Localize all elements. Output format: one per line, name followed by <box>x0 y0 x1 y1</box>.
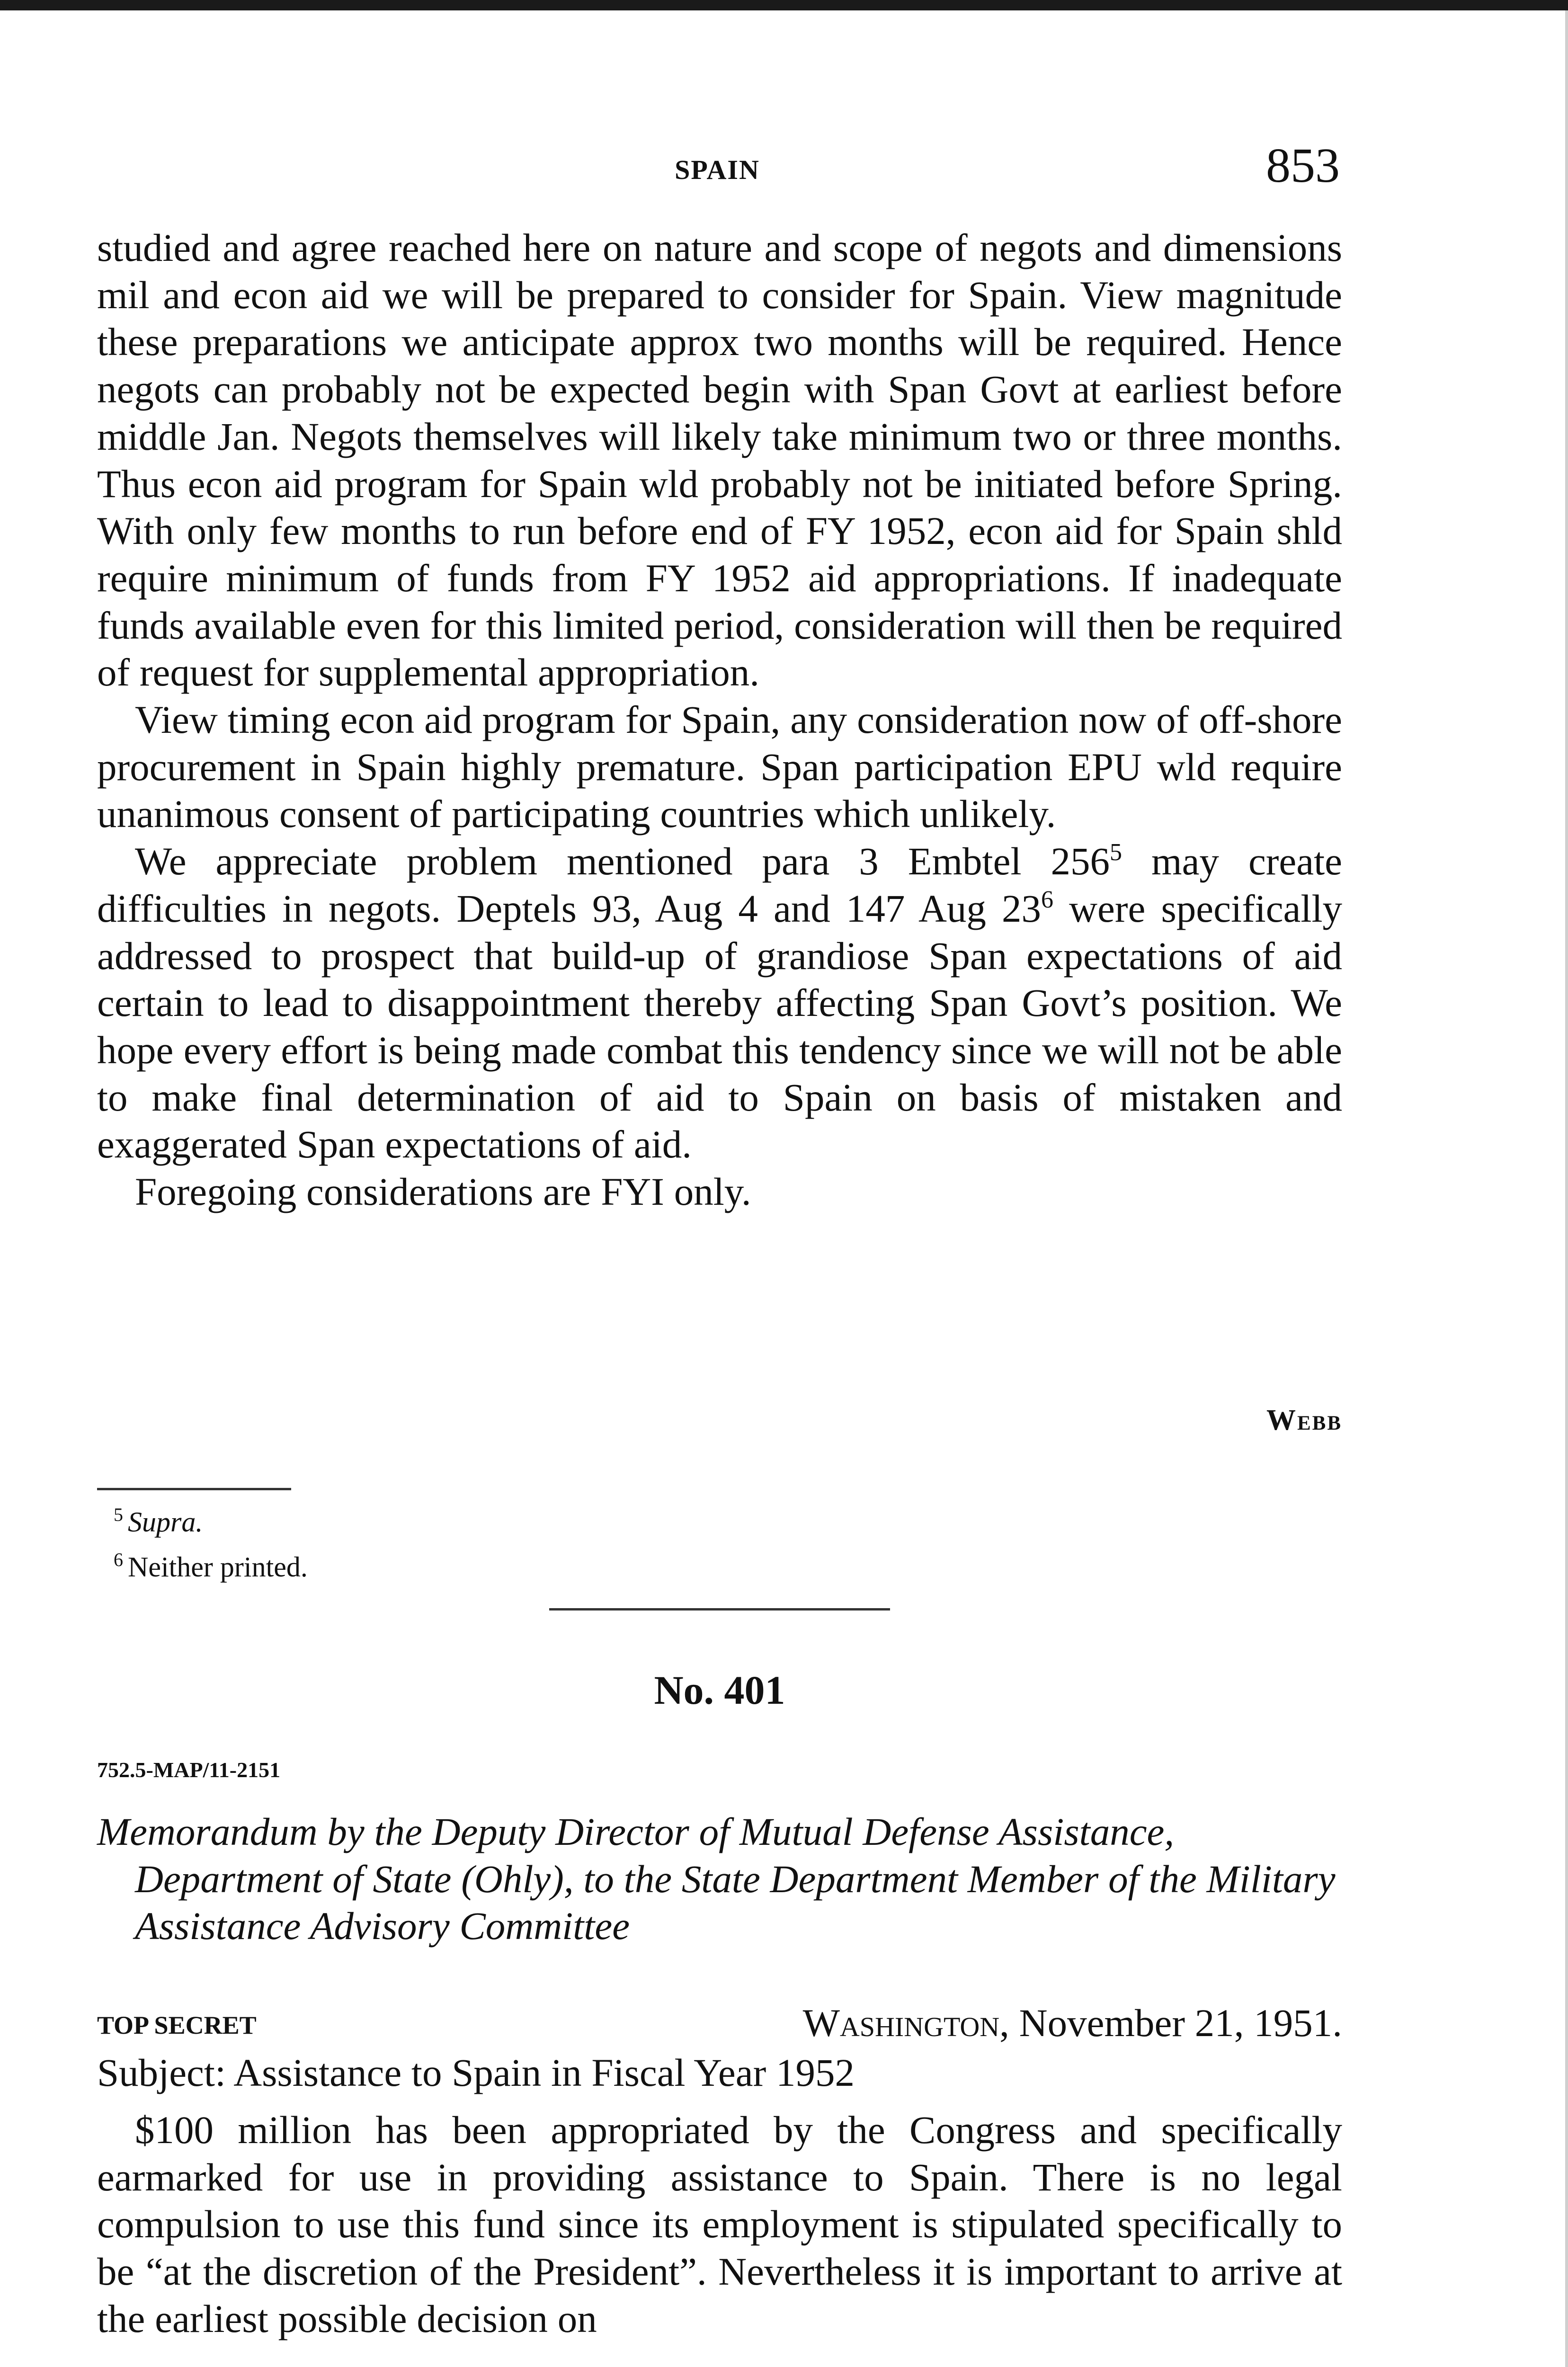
footnote-5 <box>114 1496 824 1541</box>
footnote-rule <box>97 1488 291 1490</box>
section-divider <box>549 1608 890 1611</box>
footnote-ref-6: 6 <box>1041 886 1053 913</box>
body-paragraph-2: View timing econ aid program for Spain, any consideration now of off-shore procurement in Spain highly premature. Span participation EPU wld require unanimous consent of participating countries which unlikely. <box>97 698 1342 836</box>
signature: Webb <box>1266 1404 1342 1436</box>
paragraph-3-text-a: We appreciate problem mentioned para 3 Embtel 256 <box>135 839 1110 883</box>
footnote-text: Supra. <box>128 1506 203 1538</box>
paragraph-3-text-b: may create difficulties in negots. Deptels 93, Aug 4 and 147 Aug 23 <box>97 839 1342 930</box>
dateline-place: Washington <box>802 2001 1000 2045</box>
dateline <box>803 2000 1342 2046</box>
footnote-number: 5 <box>114 1504 123 1525</box>
page-number: 853 <box>1266 138 1340 193</box>
letter-body <box>97 224 1342 1216</box>
top-border-rule <box>0 0 1568 10</box>
document-number: No. 401 <box>654 1667 785 1713</box>
classification-label: TOP SECRET <box>97 2011 257 2039</box>
memo-heading: Memorandum by the Deputy Director of Mutual Defense Assistance, Department of State (Ohly), to the State Department Member of the Military Assistance Advisory Committee <box>97 1810 1336 1948</box>
memo-paragraph-1: $100 million has been appropriated by the Congress and specifically earmarked for use in providing assistance to Spain. There is no legal compulsion to use this fund since its employment is stipulated specifically to be “at the discretion of the President”. Nevertheless it is important to arrive at the earliest possible decision on <box>97 2108 1342 2340</box>
memo-body <box>97 2107 1342 2343</box>
subject-line: Subject: Assistance to Spain in Fiscal Year 1952 <box>97 2051 855 2094</box>
body-paragraph-3 <box>97 838 1342 1168</box>
footnote-number: 6 <box>114 1549 123 1570</box>
paragraph-3-text-c: were specifically addressed to prospect that build-up of grandiose Span expectations of aid certain to lead to disappointment thereby affecting Span Govt’s position. We hope every effort is being made combat this tendency since we will not be able to make final determination of aid to Spain on basis of mistaken and exaggerated Span expectations of aid. <box>97 886 1343 1166</box>
classification-dateline <box>97 2000 1342 2052</box>
file-number: 752.5-MAP/11-2151 <box>97 1758 281 1782</box>
footnote-6 <box>114 1541 824 1586</box>
page-header <box>95 137 1340 199</box>
footnotes <box>114 1496 824 1586</box>
footnote-text: Neither printed. <box>128 1551 308 1583</box>
body-paragraph-4: Foregoing considerations are FYI only. <box>135 1170 751 1214</box>
running-head: SPAIN <box>675 154 760 185</box>
page-edge-shadow <box>1565 10 1568 2367</box>
body-paragraph-1: studied and agree reached here on nature and scope of negots and dimensions mil and econ aid we will be prepared to consider for Spain. View magnitude these preparations we anticipate approx two months will be required. Hence negots can probably not be expected begin with Span Govt at earliest before middle Jan. Negots themselves will likely take minimum two or three months. Thus econ aid program for Spain wld probably not be initiated before Spring. With only few months to run before end of FY 1952, econ aid for Spain shld require minimum of funds from FY 1952 aid appropriations. If inadequate funds available even for this limited period, consideration will then be required of request for supplemental appropriation. <box>97 226 1342 694</box>
footnote-ref-5: 5 <box>1110 839 1123 866</box>
dateline-date: , November 21, 1951. <box>999 2001 1342 2045</box>
